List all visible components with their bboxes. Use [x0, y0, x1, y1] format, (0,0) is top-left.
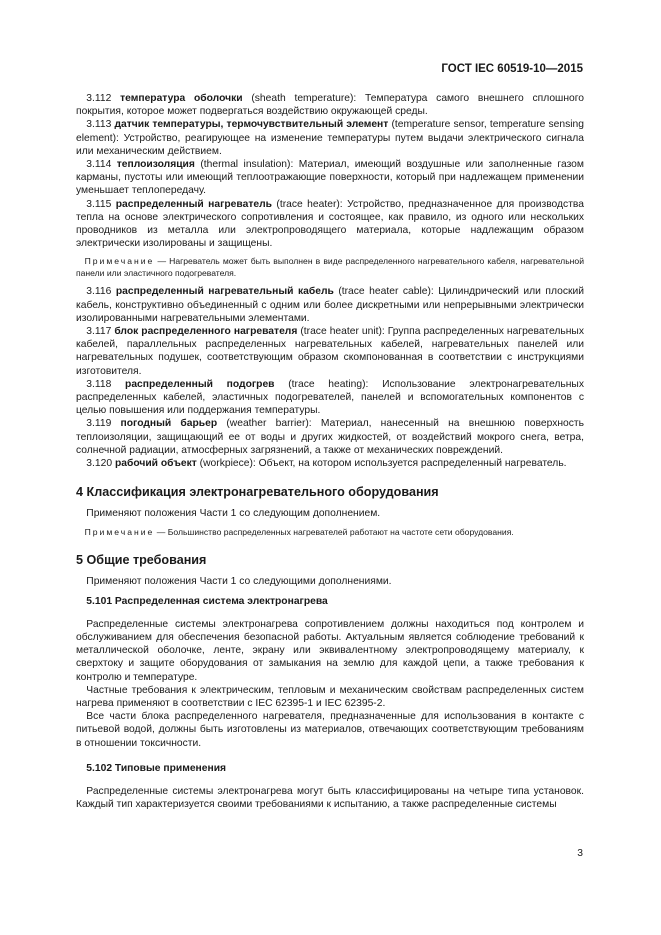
term: распределенный подогрев [125, 378, 275, 390]
note-label: Примечание [84, 526, 155, 537]
term: распределенный нагревательный кабель [115, 286, 334, 298]
term: температура оболочки [120, 93, 243, 104]
section-4-text: Применяют положения Части 1 со следующим дополнением. [86, 508, 381, 520]
term: датчик температуры, термочувствительный элемент [114, 119, 389, 131]
section-5-heading: 5 Общие требования [76, 553, 207, 568]
section-4-note: Примечание — Большинство распределенных нагревателей работают на частоте сети оборудования. [84, 526, 514, 537]
note-label: Примечание [84, 256, 155, 267]
term: теплоизоляция [116, 159, 195, 171]
note-3-115: Примечание — Нагреватель может быть выполнен в виде распределенного нагревательного кабеля, нагревательной панели или эластичного подогревателя. [76, 256, 584, 278]
definition-3-113: 3.113 датчик температуры, термочувствительный элемент (temperature sensor, temperature sensing element): Устройство, реагирующее на изменение температуры путем выдачи электрического сигнала или механическим действием. [76, 119, 584, 157]
section-5-101-p3: Все части блока распределенного нагревателя, предназначенные для использования в контакте с питьевой водой, должны быть изготовлены из материалов, отвечающих соответствующим требованиям в отношении токсичности. [76, 711, 584, 749]
definition-3-114: 3.114 теплоизоляция (thermal insulation): Материал, имеющий воздушные или заполненные газом карманы, пустоты или имеющий теплоотражающие поверхности, который при надлежащем применении уменьшает теплопередачу. [76, 159, 584, 197]
term: погодный барьер [120, 418, 218, 430]
section-4-heading: 4 Классификация электронагревательного оборудования [76, 485, 439, 500]
definition-3-116: 3.116 распределенный нагревательный кабель (trace heater cable): Цилиндрический или плоский кабель, конструктивно объединенный с одним или более дискретными или непрерывными электрически изолированными нагревательными элементами. [76, 286, 584, 324]
document-header: ГОСТ IEC 60519-10—2015 [441, 63, 583, 75]
page-number: 3 [577, 848, 583, 859]
document-body [76, 92, 584, 811]
definition-3-115: 3.115 распределенный нагреватель (trace heater): Устройство, предназначенное для производства тепла на основе электрического сопротивления и состоящее, как правило, из одного или нескольких проводников из металла или электропроводящего материала, которые надлежащим образом электрически изолированы и защищены. [76, 198, 584, 250]
spacer [76, 750, 584, 756]
definition-3-119: 3.119 погодный барьер (weather barrier): Материал, нанесенный на внешнюю поверхность теплоизоляции, защищающий ее от воды и других жидкостей, от воздействий мокрого снега, ветра, солнечной радиации, атмосферных загрязнений, а также от механических повреждений. [76, 418, 584, 456]
term: блок распределенного нагревателя [114, 326, 298, 338]
definition-3-120: 3.120 рабочий объект (workpiece): Объект, на котором используется распределенный нагреватель. [86, 458, 567, 470]
section-5-101-heading: 5.101 Распределенная система электронагрева [86, 595, 328, 607]
section-5-101-p1: Распределенные системы электронагрева сопротивлением должны находиться под контролем и обслуживанием для обеспечения безопасной работы. Актуальным является соблюдение требований к металлической оболочке, ленте, экрану или эквивалентному электропроводящему материалу, к сверхтоку и защите оборудования от замыкания на землю для каждой цепи, а также требования к контролю и температуре. [76, 618, 584, 683]
term: распределенный нагреватель [115, 198, 272, 210]
definition-3-118: 3.118 распределенный подогрев (trace heating): Использование электронагревательных распределенных кабелей, эластичных подогревателей, панелей и вспомогательных компонентов с целью повышения или поддержания температуры. [76, 378, 584, 417]
definition-3-117: 3.117 блок распределенного нагревателя (trace heater unit): Группа распределенных нагревательных кабелей, параллельных распределенных нагревательных кабелей, нагревательных панелей или нагревательных подушек, соответствующим образом скомпонованная в соответствии с инструкциями изготовителя. [76, 326, 584, 377]
definition-3-112: 3.112 температура оболочки (sheath temperature): Температура самого внешнего сплошного покрытия, которое может подвергаться воздействию окружающей среды. [76, 93, 584, 118]
term: рабочий объект [114, 458, 197, 470]
section-5-102-heading: 5.102 Типовые применения [86, 762, 227, 774]
section-5-102-p1: Распределенные системы электронагрева могут быть классифицированы на четыре типа установок. Каждый тип характеризуется своими требованиями к испытанию, а также распределенные системы [76, 786, 584, 811]
section-5-101-p2: Частные требования к электрическим, тепловым и механическим свойствам распределенных систем нагрева применяют в соответствии с IEC 62395-1 и IEC 62395-2. [76, 684, 584, 710]
section-5-text: Применяют положения Части 1 со следующими дополнениями. [86, 576, 392, 588]
